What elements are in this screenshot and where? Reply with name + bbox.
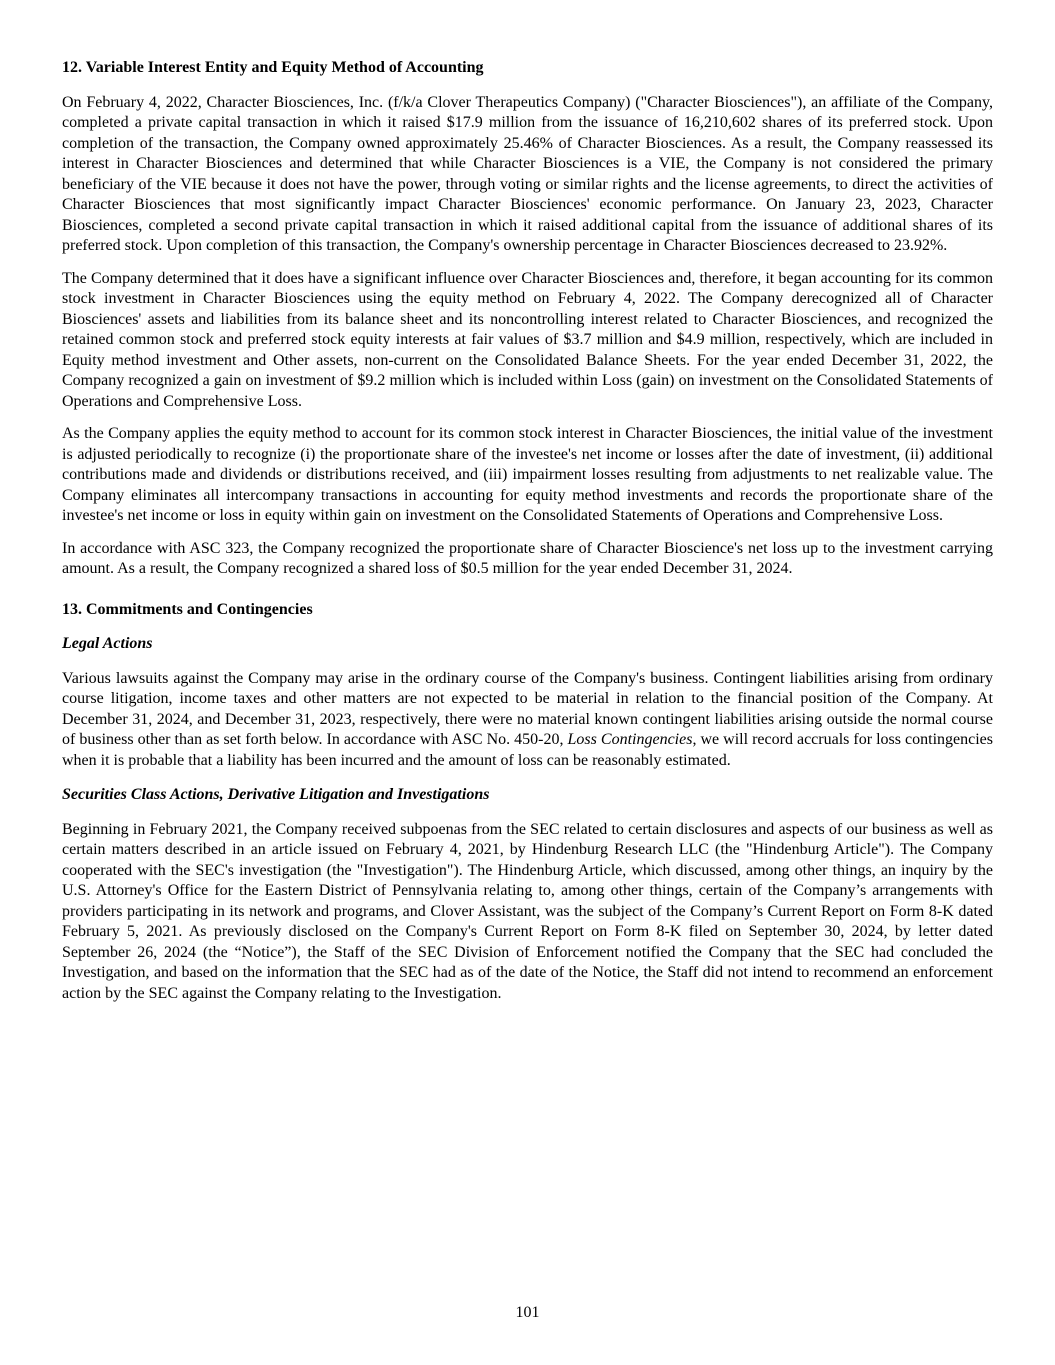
section-heading-13-commitments-contingencies: 13. Commitments and Contingencies <box>62 600 313 618</box>
legal-actions-text-before: Various lawsuits against the Company may arise in the ordinary course of the Company's business. Contingent liabilities arising from ordinary course litigation, income taxes and other matters are not expected to be material in relation to the financial position of the Company. At December 31, 2024, and December 31, 2023, respectively, there were no material known contingent liabilities arising outside the normal course of business other than as set forth below. In accordance with ASC No. 450-20, <box>62 669 993 748</box>
legal-actions-subheading: Legal Actions <box>62 635 153 652</box>
page-number: 101 <box>515 1303 540 1321</box>
legal-actions-text-after: , we will record accruals for loss contingencies when it is probable that a liability has been incurred and the amount of loss can be reasonably estimated. <box>62 731 993 769</box>
vie-paragraph-3: As the Company applies the equity method to account for its common stock interest in Character Biosciences, the initial value of the investment is adjusted periodically to recognize (i) the proportionate share of the investee's net income or losses after the date of investment, (ii) additional contributions made and dividends or distributions received, and (iii) impairment losses resulting from adjustments to net realizable value. The Company eliminates all intercompany transactions in accounting for equity method investments and records the proportionate share of the investee's net income or loss in equity within gain on investment on the Consolidated Statements of Operations and Comprehensive Loss. <box>62 425 993 524</box>
securities-paragraph: Beginning in February 2021, the Company received subpoenas from the SEC related to certain disclosures and aspects of our business as well as certain matters described in an article issued on February 4, 2021, by Hindenburg Research LLC (the "Hindenburg Article"). The Company cooperated with the SEC's investigation (the "Investigation"). The Hindenburg Article, which discussed, among other things, an inquiry by the U.S. Attorney's Office for the Eastern District of Pennsylvania relating to, among other things, certain of the Company’s arrangements with providers participating in its network and programs, and Clover Assistant, was the subject of the Company’s Current Report on Form 8-K dated February 5, 2021. As previously disclosed on the Company's Current Report on Form 8-K filed on September 30, 2024, by letter dated September 26, 2024 (the “Notice”), the Staff of the SEC Division of Enforcement notified the Company that the SEC had concluded the Investigation, and based on the information that the SEC had as of the date of the Notice, the Staff did not intend to recommend an enforcement action by the SEC against the Company relating to the Investigation. <box>62 820 993 1002</box>
loss-contingencies-italic-term: Loss Contingencies <box>567 731 693 748</box>
vie-paragraph-1: On February 4, 2022, Character Biosciences, Inc. (f/k/a Clover Therapeutics Company) ("Character Biosciences"), an affiliate of the Company, completed a private capital transaction in which it raised $17.9 million from the issuance of 16,210,602 shares of its preferred stock. Upon completion of the transaction, the Company owned approximately 25.46% of Character Biosciences. As a result, the Company reassessed its interest in Character Biosciences and determined that while Character Biosciences is a VIE, the Company is not considered the primary beneficiary of the VIE because it does not have the power, through voting or similar rights and the license agreements, to direct the activities of Character Biosciences that most significantly impact Character Biosciences' economic performance. On January 23, 2023, Character Biosciences, completed a second private capital transaction in which it raised additional capital from the issuance of additional shares of its preferred stock. Upon completion of this transaction, the Company's ownership percentage in Character Biosciences decreased to 23.92%. <box>62 93 993 254</box>
legal-actions-paragraph <box>62 669 993 772</box>
vie-paragraph-4: In accordance with ASC 323, the Company recognized the proportionate share of Character Bioscience's net loss up to the investment carrying amount. As a result, the Company recognized a shared loss of $0.5 million for the year ended December 31, 2024. <box>62 539 993 577</box>
securities-class-actions-subheading: Securities Class Actions, Derivative Litigation and Investigations <box>62 786 490 803</box>
vie-paragraph-2: The Company determined that it does have a significant influence over Character Biosciences and, therefore, it began accounting for its common stock investment in Character Biosciences using the equity method on February 4, 2022. The Company derecognized all of Character Biosciences' assets and liabilities from its balance sheet and its noncontrolling interest related to Character Biosciences, and recognized the retained common stock and preferred stock equity interests at fair values of $3.7 million and $4.9 million, respectively, which are included in Equity method investment and Other assets, non-current on the Consolidated Balance Sheets. For the year ended December 31, 2022, the Company recognized a gain on investment of $9.2 million which is included within Loss (gain) on investment on the Consolidated Statements of Operations and Comprehensive Loss. <box>62 269 993 410</box>
section-heading-12-variable-interest-entity: 12. Variable Interest Entity and Equity Method of Accounting <box>62 59 484 76</box>
